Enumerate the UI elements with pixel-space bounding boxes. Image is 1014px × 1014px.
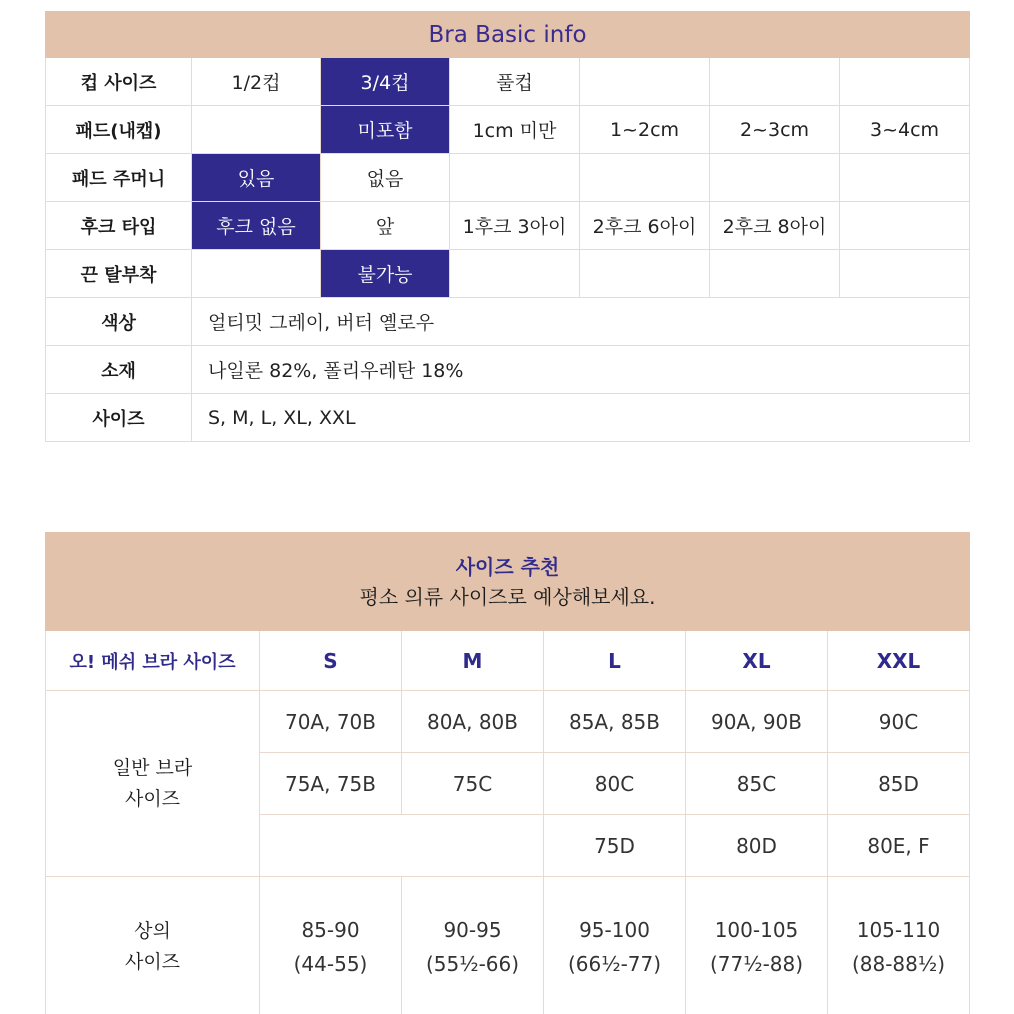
size-col-m: M xyxy=(402,631,544,691)
pad-label: 패드(내캡) xyxy=(46,106,192,154)
regular-bra-label-line1: 일반 브라 xyxy=(112,757,193,780)
size-col-xxl: XXL xyxy=(828,631,970,691)
empty-cell xyxy=(192,250,321,298)
color-value: 얼티밋 그레이, 버터 옐로우 xyxy=(192,298,970,346)
material-row xyxy=(46,346,970,394)
empty-cell xyxy=(450,250,580,298)
material-value: 나일론 82%, 폴리우레탄 18% xyxy=(192,346,970,394)
bra-size-cell: 85A, 85B xyxy=(544,691,686,753)
pad-pocket-label: 패드 주머니 xyxy=(46,154,192,202)
empty-cell xyxy=(580,58,710,106)
material-label: 소재 xyxy=(46,346,192,394)
regular-bra-size-label xyxy=(46,691,260,877)
size-col-s: S xyxy=(260,631,402,691)
top-range: 90-95 xyxy=(443,917,502,942)
cup-three-quarter-cell: 3/4컵 xyxy=(321,58,450,106)
bra-size-empty-cell xyxy=(260,815,544,877)
bra-size-cell: 70A, 70B xyxy=(260,691,402,753)
hook-none-cell: 후크 없음 xyxy=(192,202,321,250)
hook-front-cell: 앞 xyxy=(321,202,450,250)
size-col-l: L xyxy=(544,631,686,691)
strap-not-possible-cell: 불가능 xyxy=(321,250,450,298)
size-column-header-row xyxy=(46,631,970,691)
pad-pocket-row xyxy=(46,154,970,202)
pad-1-2cm-cell: 1~2cm xyxy=(580,106,710,154)
hook-type-row xyxy=(46,202,970,250)
bra-size-cell: 85C xyxy=(686,753,828,815)
empty-cell xyxy=(840,154,970,202)
pad-pocket-no-cell: 없음 xyxy=(321,154,450,202)
empty-cell xyxy=(840,250,970,298)
top-size-row xyxy=(46,877,970,1014)
top-korean-size: (88-88½) xyxy=(851,951,946,976)
color-label: 색상 xyxy=(46,298,192,346)
top-size-cell xyxy=(402,877,544,1014)
cup-full-cell: 풀컵 xyxy=(450,58,580,106)
mesh-bra-size-label: 오! 메쉬 브라 사이즈 xyxy=(46,631,260,691)
bra-size-cell: 80A, 80B xyxy=(402,691,544,753)
size-row xyxy=(46,394,970,442)
cup-size-label: 컵 사이즈 xyxy=(46,58,192,106)
size-value: S, M, L, XL, XXL xyxy=(192,394,970,442)
strap-row xyxy=(46,250,970,298)
bra-size-cell: 75A, 75B xyxy=(260,753,402,815)
top-range: 85-90 xyxy=(301,917,360,942)
empty-cell xyxy=(580,154,710,202)
top-korean-size: (55½-66) xyxy=(425,951,520,976)
empty-cell xyxy=(840,202,970,250)
color-row xyxy=(46,298,970,346)
top-size-cell xyxy=(686,877,828,1014)
empty-cell xyxy=(710,58,840,106)
top-range: 100-105 xyxy=(714,917,799,942)
pad-row xyxy=(46,106,970,154)
top-label-line1: 상의 xyxy=(134,920,171,943)
size-col-xl: XL xyxy=(686,631,828,691)
top-korean-size: (44-55) xyxy=(293,951,368,976)
hook-type-label: 후크 타입 xyxy=(46,202,192,250)
pad-2-3cm-cell: 2~3cm xyxy=(710,106,840,154)
top-range: 105-110 xyxy=(856,917,941,942)
size-subtitle: 평소 의류 사이즈로 예상해보세요. xyxy=(359,584,656,609)
hook-1x3-cell: 1후크 3아이 xyxy=(450,202,580,250)
pad-pocket-yes-cell: 있음 xyxy=(192,154,321,202)
top-korean-size: (66½-77) xyxy=(567,951,662,976)
hook-2x8-cell: 2후크 8아이 xyxy=(710,202,840,250)
top-range: 95-100 xyxy=(579,917,650,942)
bra-size-cell: 75C xyxy=(402,753,544,815)
size-label: 사이즈 xyxy=(46,394,192,442)
pad-under-1cm-cell: 1cm 미만 xyxy=(450,106,580,154)
bra-size-cell: 80C xyxy=(544,753,686,815)
empty-cell xyxy=(450,154,580,202)
bra-size-cell: 75D xyxy=(544,815,686,877)
top-korean-size: (77½-88) xyxy=(709,951,804,976)
top-size-label xyxy=(46,877,260,1014)
bra-size-cell: 80E, F xyxy=(828,815,970,877)
bra-size-row-1 xyxy=(46,691,970,753)
top-size-cell xyxy=(828,877,970,1014)
top-size-cell xyxy=(544,877,686,1014)
strap-label: 끈 탈부착 xyxy=(46,250,192,298)
empty-cell xyxy=(840,58,970,106)
size-header xyxy=(46,533,970,631)
empty-cell xyxy=(192,106,321,154)
pad-3-4cm-cell: 3~4cm xyxy=(840,106,970,154)
top-label-line2: 사이즈 xyxy=(124,950,181,973)
size-recommendation-table xyxy=(45,532,970,1014)
size-title: 사이즈 추천 xyxy=(455,554,560,579)
cup-half-cell: 1/2컵 xyxy=(192,58,321,106)
empty-cell xyxy=(710,250,840,298)
top-size-cell xyxy=(260,877,402,1014)
hook-2x6-cell: 2후크 6아이 xyxy=(580,202,710,250)
pad-not-included-cell: 미포함 xyxy=(321,106,450,154)
bra-size-cell: 85D xyxy=(828,753,970,815)
bra-basic-info-table xyxy=(45,11,970,442)
empty-cell xyxy=(580,250,710,298)
info-title: Bra Basic info xyxy=(46,12,970,58)
regular-bra-label-line2: 사이즈 xyxy=(124,787,181,810)
cup-size-row xyxy=(46,58,970,106)
bra-size-cell: 90A, 90B xyxy=(686,691,828,753)
bra-size-cell: 90C xyxy=(828,691,970,753)
bra-size-cell: 80D xyxy=(686,815,828,877)
empty-cell xyxy=(710,154,840,202)
